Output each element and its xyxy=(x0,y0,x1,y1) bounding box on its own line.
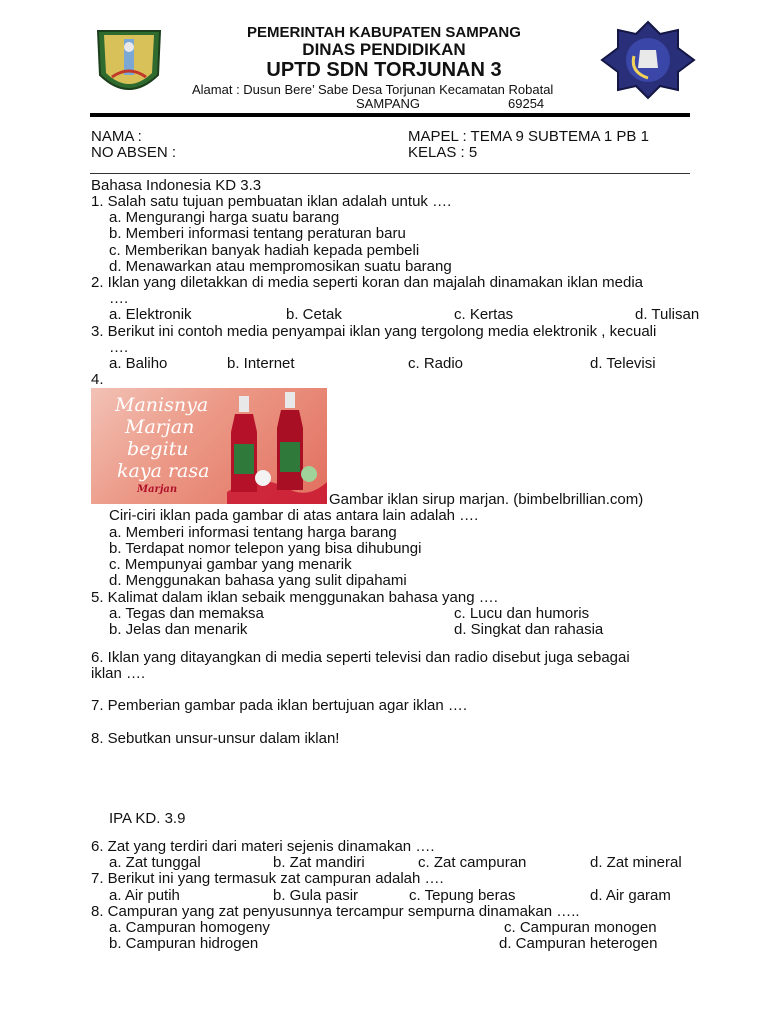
question-3: 3. Berikut ini contoh media penyampai iklan yang tergolong media elektronik , kecuali xyxy=(91,323,657,340)
class-label: KELAS : 5 xyxy=(408,144,478,161)
ipa-question-8: 8. Campuran yang zat penyusunnya tercampur sempurna dinamakan ….. xyxy=(91,903,580,920)
government-name: PEMERINTAH KABUPATEN SAMPANG xyxy=(247,24,521,41)
q5-option-d: d. Singkat dan rahasia xyxy=(454,621,604,638)
ad-slogan-2: Marjan xyxy=(125,416,195,438)
q3-option-b: b. Internet xyxy=(227,355,295,372)
info-divider xyxy=(90,173,690,174)
absen-field-label: NO ABSEN : xyxy=(91,144,177,161)
q2-option-c: c. Kertas xyxy=(454,306,514,323)
ipa6-option-c: c. Zat campuran xyxy=(418,854,527,871)
ipa8-option-c: c. Campuran monogen xyxy=(504,919,657,936)
school-name: UPTD SDN TORJUNAN 3 xyxy=(266,59,502,81)
q4-option-d: d. Menggunakan bahasa yang sulit dipahami xyxy=(109,572,407,589)
q3-option-c: c. Radio xyxy=(408,355,464,372)
ipa-question-6: 6. Zat yang terdiri dari materi sejenis dinamakan …. xyxy=(91,838,435,855)
ipa8-option-d: d. Campuran heterogen xyxy=(499,935,658,952)
section-title-bahasa: Bahasa Indonesia KD 3.3 xyxy=(91,177,262,194)
q1-option-a: a. Mengurangi harga suatu barang xyxy=(109,209,340,226)
question-4-number: 4. xyxy=(91,371,104,388)
question-6-line-2: iklan …. xyxy=(91,665,146,682)
question-4: Ciri-ciri iklan pada gambar di atas antara lain adalah …. xyxy=(109,507,479,524)
q2-option-d: d. Tulisan xyxy=(635,306,700,323)
ipa-question-7: 7. Berikut ini yang termasuk zat campuran adalah …. xyxy=(91,870,444,887)
q1-option-b: b. Memberi informasi tentang peraturan baru xyxy=(109,225,406,242)
ipa8-option-a: a. Campuran homogeny xyxy=(109,919,270,936)
q4-option-b: b. Terdapat nomor telepon yang bisa dihubungi xyxy=(109,540,422,557)
q3-option-a: a. Baliho xyxy=(109,355,168,372)
q5-option-c: c. Lucu dan humoris xyxy=(454,605,590,622)
school-postcode: 69254 xyxy=(508,96,545,111)
ad-brand-mark: Marjan xyxy=(137,484,178,495)
q1-option-c: c. Memberikan banyak hadiah kepada pembeli xyxy=(109,242,420,259)
q1-option-d: d. Menawarkan atau mempromosikan suatu barang xyxy=(109,258,452,275)
q4-option-c: c. Mempunyai gambar yang menarik xyxy=(109,556,352,573)
header-divider xyxy=(90,113,690,117)
name-field-label: NAMA : xyxy=(91,128,142,145)
section-title-ipa: IPA KD. 3.9 xyxy=(109,810,186,827)
ad-slogan-1: Manisnya xyxy=(115,394,209,416)
department-name: DINAS PENDIDIKAN xyxy=(302,40,466,59)
q3-option-d: d. Televisi xyxy=(590,355,656,372)
school-address: Alamat : Dusun Bere’ Sabe Desa Torjunan Kecamatan Robatal xyxy=(192,82,554,97)
subject-label: MAPEL : TEMA 9 SUBTEMA 1 PB 1 xyxy=(408,128,649,145)
ad-caption: Gambar iklan sirup marjan. (bimbelbrillian.com) xyxy=(329,491,644,508)
ipa6-option-a: a. Zat tunggal xyxy=(109,854,201,871)
q5-option-b: b. Jelas dan menarik xyxy=(109,621,248,638)
marjan-ad-image xyxy=(91,388,327,504)
q2-continuation: …. xyxy=(109,290,129,307)
q5-option-a: a. Tegas dan memaksa xyxy=(109,605,264,622)
ipa8-option-b: b. Campuran hidrogen xyxy=(109,935,259,952)
q3-continuation: …. xyxy=(109,339,129,356)
ipa6-option-d: d. Zat mineral xyxy=(590,854,682,871)
question-5: 5. Kalimat dalam iklan sebaik menggunakan bahasa yang …. xyxy=(91,589,498,606)
q4-option-a: a. Memberi informasi tentang harga barang xyxy=(109,524,397,541)
question-7: 7. Pemberian gambar pada iklan bertujuan agar iklan …. xyxy=(91,697,468,714)
ipa7-option-d: d. Air garam xyxy=(590,887,671,904)
ipa6-option-b: b. Zat mandiri xyxy=(273,854,365,871)
ipa7-option-a: a. Air putih xyxy=(109,887,180,904)
q2-option-b: b. Cetak xyxy=(286,306,342,323)
syrup-bottles xyxy=(227,392,327,504)
question-8: 8. Sebutkan unsur-unsur dalam iklan! xyxy=(91,730,340,747)
ad-slogan-3: begitu xyxy=(127,438,189,460)
school-city: SAMPANG xyxy=(356,96,421,111)
ipa7-option-c: c. Tepung beras xyxy=(409,887,516,904)
question-1: 1. Salah satu tujuan pembuatan iklan adalah untuk …. xyxy=(91,193,452,210)
question-2: 2. Iklan yang diletakkan di media seperti koran dan majalah dinamakan iklan media xyxy=(91,274,643,291)
question-6: 6. Iklan yang ditayangkan di media seperti televisi dan radio disebut juga sebagai xyxy=(91,649,630,666)
ipa7-option-b: b. Gula pasir xyxy=(273,887,359,904)
q2-option-a: a. Elektronik xyxy=(109,306,192,323)
ad-slogan-4: kaya rasa xyxy=(117,460,210,482)
